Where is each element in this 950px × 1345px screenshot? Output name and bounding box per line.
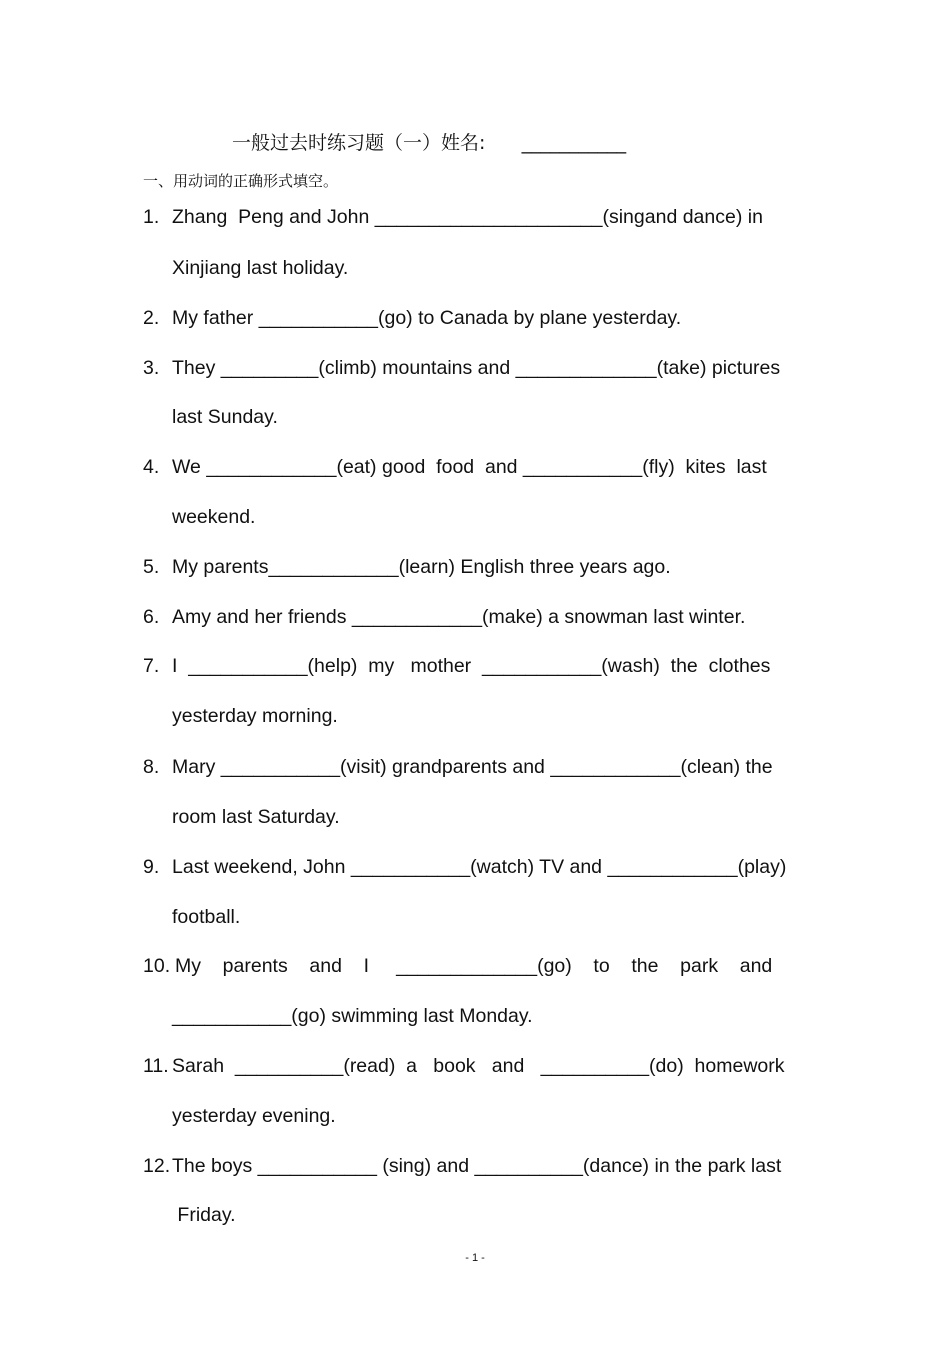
- item-number: 5.: [143, 556, 160, 578]
- item-text-line: Friday.: [172, 1204, 236, 1226]
- item-text-line: Last weekend, John ___________(watch) TV and ____________(play): [172, 856, 787, 878]
- item-text-line: weekend.: [172, 506, 256, 528]
- item-text-line: yesterday morning.: [172, 705, 338, 727]
- item-text-line: We ____________(eat) good food and ___________(fly) kites last: [172, 456, 767, 478]
- item-number: 2.: [143, 307, 160, 329]
- item-text-line: They _________(climb) mountains and _____________(take) pictures: [172, 357, 781, 379]
- item-text-line: Zhang Peng and John _____________________(singand dance) in: [172, 206, 763, 228]
- item-number: 12.: [143, 1155, 171, 1177]
- item-text-line: Amy and her friends ____________(make) a snowman last winter.: [172, 606, 746, 628]
- item-text-line: Xinjiang last holiday.: [172, 257, 349, 279]
- item-number: 9.: [143, 856, 160, 878]
- item-text-line: yesterday evening.: [172, 1105, 336, 1127]
- item-number: 10.: [143, 955, 171, 977]
- section-heading: 一、用动词的正确形式填空。: [143, 172, 339, 190]
- item-text-line: My father ___________(go) to Canada by plane yesterday.: [172, 307, 682, 329]
- worksheet-title: 一般过去时练习题（一）姓名: ___________: [232, 132, 627, 154]
- item-number: 7.: [143, 655, 160, 677]
- page-number: - 1 -: [465, 1252, 485, 1264]
- item-text-line: My parents____________(learn) English three years ago.: [172, 556, 671, 578]
- item-text-line: football.: [172, 906, 241, 928]
- item-number: 3.: [143, 357, 160, 379]
- item-number: 11.: [143, 1055, 169, 1077]
- item-text-line: room last Saturday.: [172, 806, 340, 828]
- item-text-line: My parents and I _____________(go) to the park and: [175, 955, 773, 977]
- item-text-line: ___________(go) swimming last Monday.: [172, 1005, 533, 1027]
- item-number: 6.: [143, 606, 160, 628]
- item-text-line: I ___________(help) my mother ___________(wash) the clothes: [172, 655, 771, 677]
- item-text-line: The boys ___________ (sing) and __________(dance) in the park last: [172, 1155, 782, 1177]
- item-number: 1.: [143, 206, 160, 228]
- item-number: 4.: [143, 456, 160, 478]
- item-text-line: last Sunday.: [172, 406, 278, 428]
- item-number: 8.: [143, 756, 160, 778]
- item-text-line: Mary ___________(visit) grandparents and ____________(clean) the: [172, 756, 773, 778]
- item-text-line: Sarah __________(read) a book and __________(do) homework: [172, 1055, 785, 1077]
